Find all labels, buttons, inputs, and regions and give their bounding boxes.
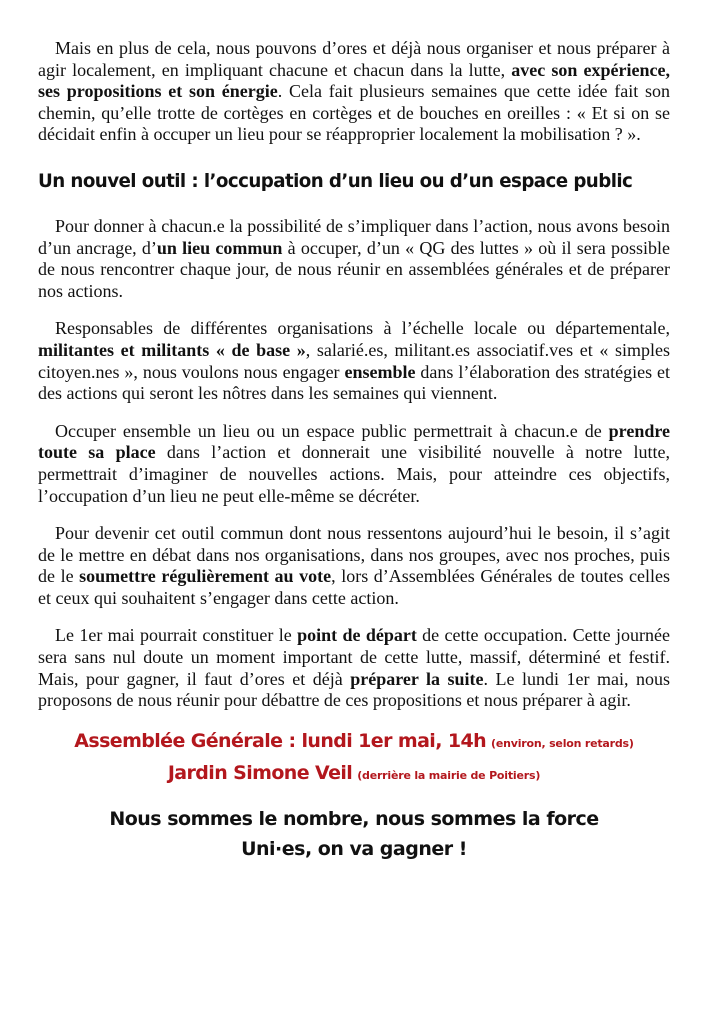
slogan [38, 808, 670, 860]
emphasis-text: ensemble [344, 361, 416, 382]
emphasis-text: soumettre régulièrement au vote [79, 566, 332, 587]
paragraph-text: Le 1er mai pourrait constituer le [55, 625, 298, 646]
paragraph-text: Occuper ensemble un lieu ou un espace public permettrait à chacun.e de [55, 420, 609, 441]
paragraph-text: , salarié.es, militant.es associatif.ves et « simples citoyen.nes », nous voulons nous engager [38, 339, 670, 382]
emphasis-text: avec son expérience, ses propositions et son énergie [38, 59, 671, 102]
paragraph-text: Pour devenir cet outil commun dont nous ressentons aujourd’hui le besoin, il s’agit de le mettre en débat dans nos organisations, dans nos groupes, avec nos proches, puis de le [38, 523, 670, 587]
event-location-note: (derrière la mairie de Poitiers) [357, 768, 541, 782]
slogan-line-2: Uni·es, on va gagner ! [241, 837, 467, 860]
paragraph-text: dans l’élaboration des stratégies et des actions qui seront les nôtres dans les semaines qui viennent. [38, 361, 670, 404]
emphasis-text: militantes et militants « de base » [38, 339, 306, 360]
slogan-line-1: Nous sommes le nombre, nous sommes la force [109, 807, 599, 830]
paragraph-organizations [38, 318, 670, 404]
emphasis-text: préparer la suite [350, 668, 484, 689]
paragraph-text: Responsables de différentes organisations à l’échelle locale ou départementale, [55, 318, 670, 339]
event-location-line [38, 762, 670, 784]
paragraph-occupation [38, 421, 670, 507]
paragraph-may-day [38, 625, 670, 711]
event-location: Jardin Simone Veil [167, 761, 353, 784]
paragraph-text: . Le lundi 1er mai, nous proposons de nous réunir pour débattre de ces propositions et nous préparer à agir. [38, 668, 671, 711]
paragraph-text: dans l’action et donnerait une visibilité nouvelle à notre lutte, permettrait d’imaginer de nouvelles actions. Mais, pour atteindre ces objectifs, l’occupation d’un lieu ne peut elle-même se décréter. [38, 442, 670, 506]
emphasis-text: point de départ [297, 625, 417, 646]
event-announcement [38, 730, 670, 784]
paragraph-text: . Cela fait plusieurs semaines que cette idée fait son chemin, qu’elle trotte de cortèges en cortèges et de bouches en oreilles : « Et si on se décidait enfin à occuper un lieu pour se réapproprier localement la mobilisation ? ». [38, 81, 670, 145]
paragraph-text: Mais en plus de cela, nous pouvons d’ores et déjà nous organiser et nous préparer à agir localement, en impliquant chacune et chacun dans la lutte, [38, 38, 670, 80]
event-date-line [38, 730, 670, 752]
paragraph-anchor [38, 216, 670, 302]
section-heading: Un nouvel outil : l’occupation d’un lieu ou d’un espace public [38, 169, 633, 192]
paragraph-text: Pour donner à chacun.e la possibilité de s’impliquer dans l’action, nous avons besoin d’un ancrage, d’ [38, 215, 670, 258]
paragraph-intro [38, 38, 670, 146]
paragraph-text: à occuper, d’un « QG des luttes » où il sera possible de nous rencontrer chaque jour, de nous réunir en assemblées générales et de préparer nos actions. [38, 237, 670, 301]
emphasis-text: prendre toute sa place [38, 420, 670, 463]
paragraph-common-tool [38, 523, 670, 609]
event-date: Assemblée Générale : lundi 1er mai, 14h [74, 729, 487, 752]
emphasis-text: un lieu commun [156, 237, 283, 258]
paragraph-text: , lors d’Assemblées Générales de toutes celles et ceux qui souhaitent s’engager dans cette action. [38, 566, 670, 608]
event-date-note: (environ, selon retards) [491, 736, 634, 750]
paragraph-text: de cette occupation. Cette journée sera sans nul doute un moment important de cette lutte, massif, déterminé et festif. Mais, pour gagner, il faut d’ores et déjà [38, 625, 670, 689]
